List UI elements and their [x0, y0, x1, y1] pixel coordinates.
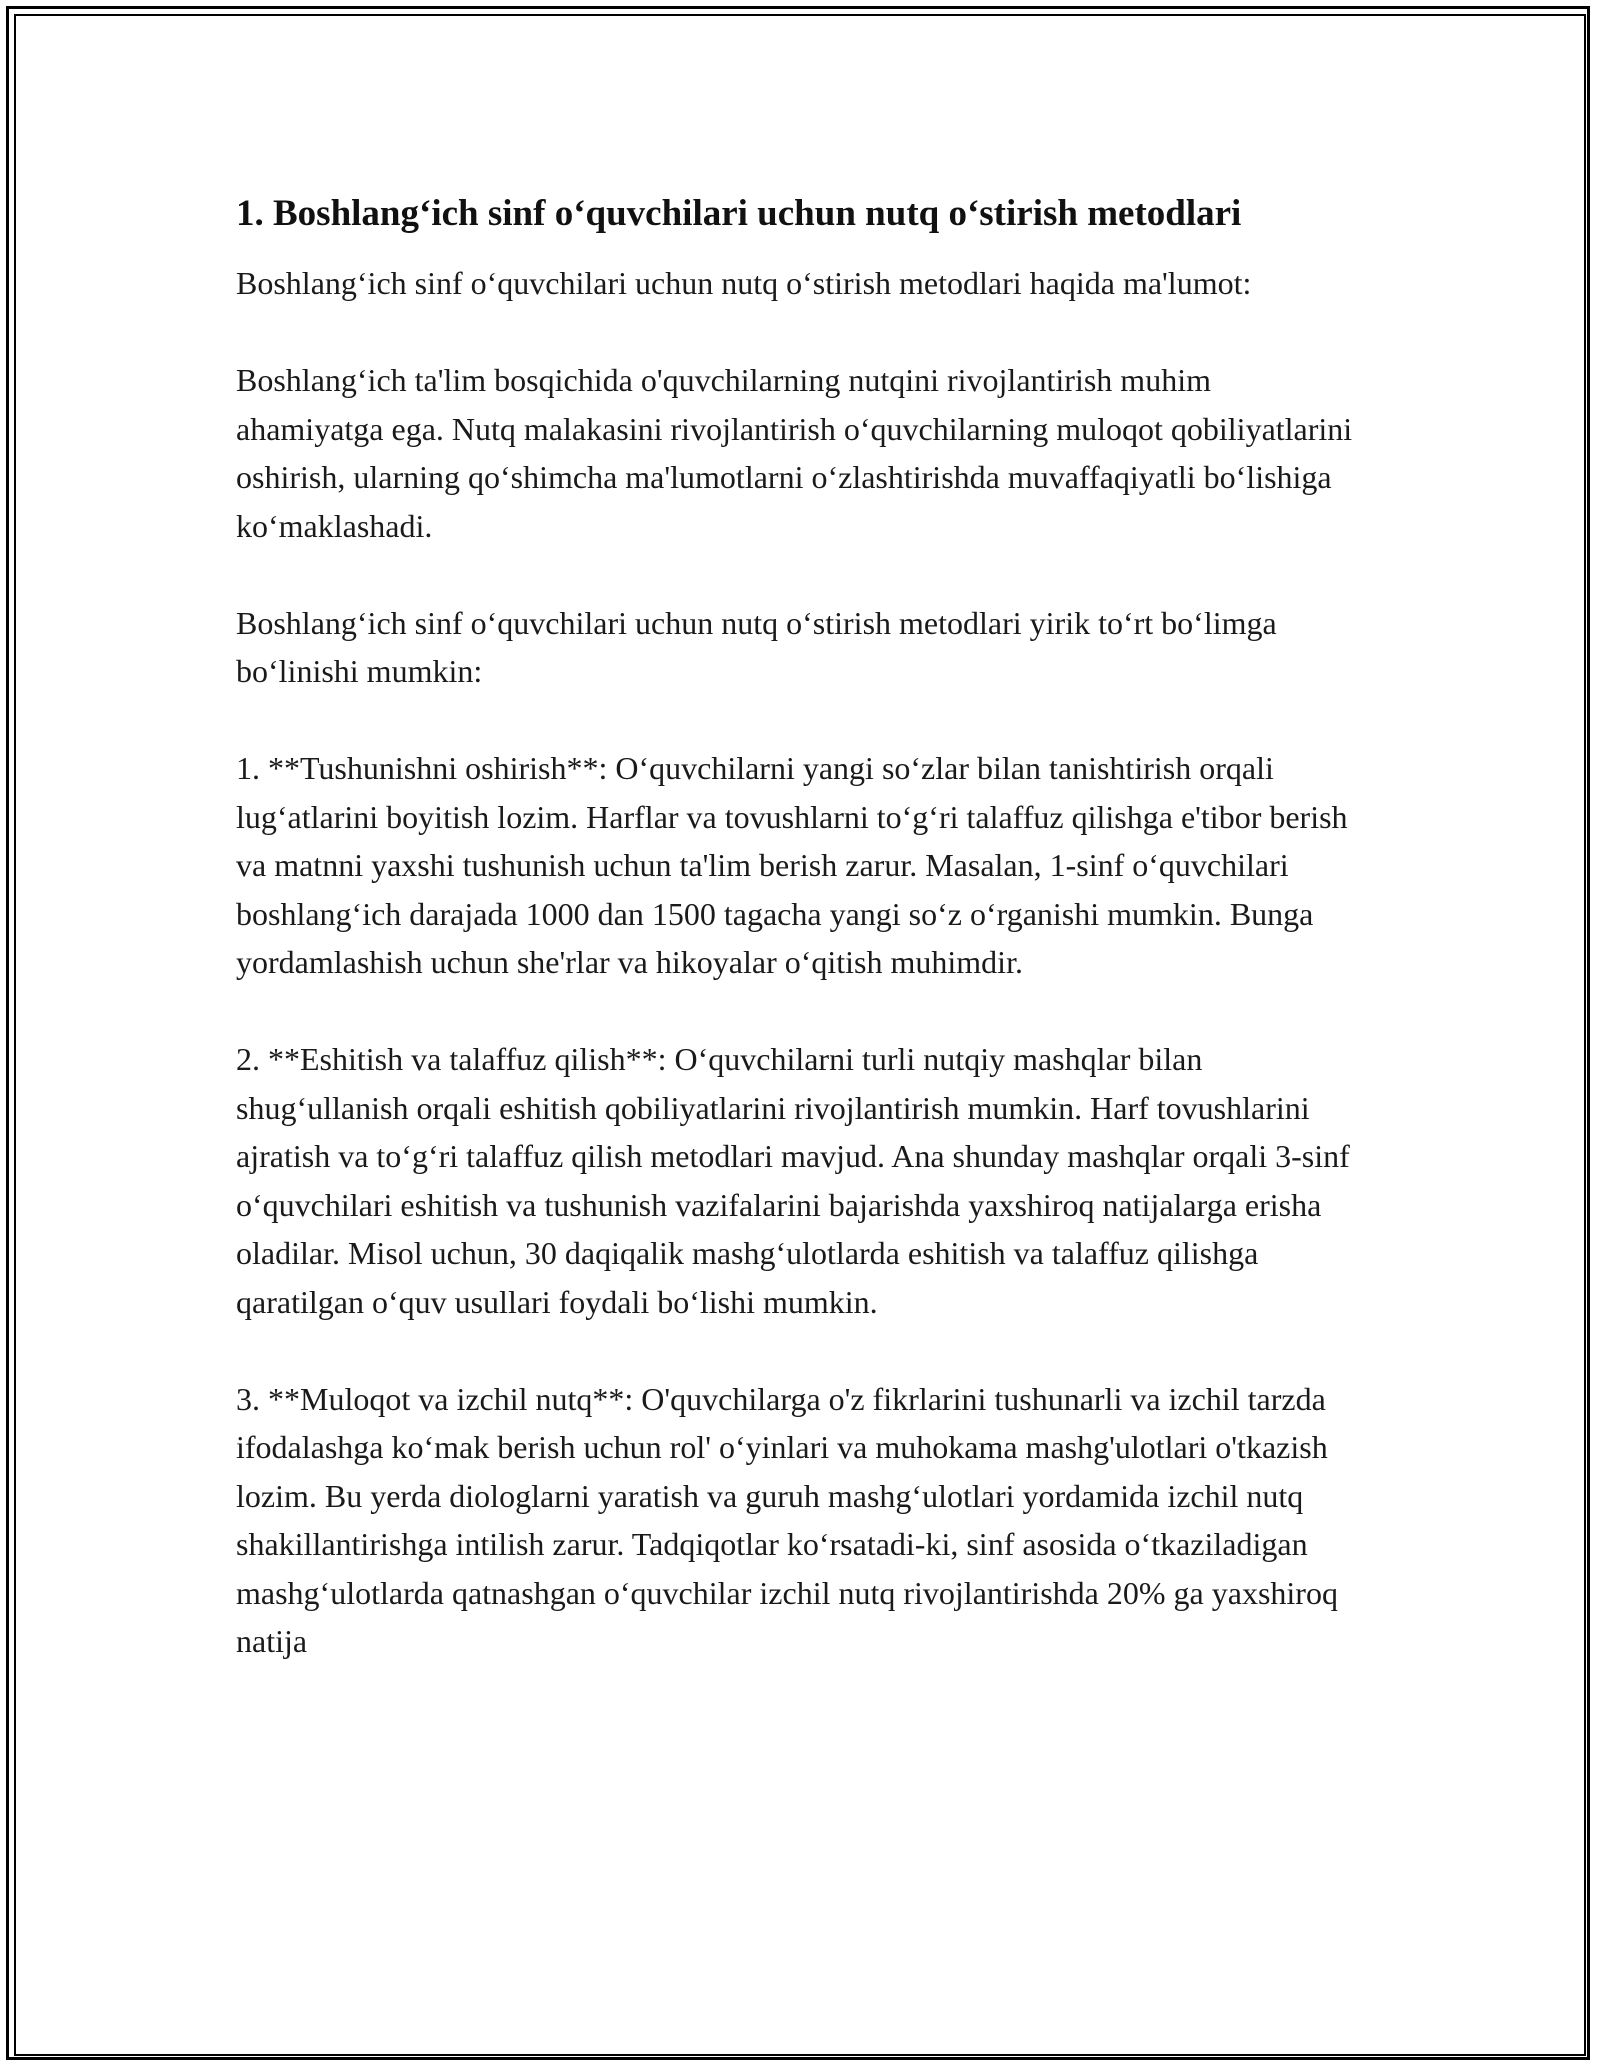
list-item-communication: 3. **Muloqot va izchil nutq**: O'quvchilarga o'z fikrlarini tushunarli va izchil tarzda ifodalashga ko‘mak berish uchun rol' o‘yinlari va muhokama mashg'ulotlari o'tkazish lozim. Bu yerda diologlarni yaratish va guruh mashg‘ulotlari yordamida izchil nutq shakillantirishga intilish zarur. Tadqiqotlar ko‘rsatadi-ki, sinf asosida o‘tkaziladigan mashg‘ulotlarda qatnashgan o‘quvchilar izchil nutq rivojlantirishda 20% ga yaxshiroq natija	[236, 1380, 1338, 1659]
section-heading: 1. Boshlang‘ich sinf o‘quvchilari uchun nutq o‘stirish metodlari	[236, 193, 1242, 234]
list-item-listening: 2. **Eshitish va talaffuz qilish**: O‘quvchilarni turli nutqiy mashqlar bilan shug‘ullanish orqali eshitish qobiliyatlarini rivojlantirish mumkin. Harf tovushlarini ajratish va to‘g‘ri talaffuz qilish metodlari mavjud. Ana shunday mashqlar orqali 3-sinf o‘quvchilari eshitish va tushunish vazifalarini bajarishda yaxshiroq natijalarga erisha oladilar. Misol uchun, 30 daqiqalik mashg‘ulotlarda eshitish va talaffuz qilishga qaratilgan o‘quv usullari foydali bo‘lishi mumkin.	[236, 1041, 1350, 1320]
list-item-understanding: 1. **Tushunishni oshirish**: O‘quvchilarni yangi so‘zlar bilan tanishtirish orqali lug‘atlarini boyitish lozim. Harflar va tovushlarni to‘g‘ri talaffuz qilishga e'tibor berish va matnni yaxshi tushunish uchun ta'lim berish zarur. Masalan, 1-sinf o‘quvchilari boshlang‘ich darajada 1000 dan 1500 tagacha yangi so‘z o‘rganishi mumkin. Bunga yordamlashish uchun she'rlar va hikoyalar o‘qitish muhimdir.	[236, 750, 1348, 980]
overview-paragraph: Boshlang‘ich sinf o‘quvchilari uchun nutq o‘stirish metodlari yirik to‘rt bo‘limga bo‘linishi mumkin:	[236, 604, 1277, 689]
document-body	[236, 186, 1366, 1666]
intro-paragraph: Boshlang‘ich sinf o‘quvchilari uchun nutq o‘stirish metodlari haqida ma'lumot:	[236, 265, 1252, 301]
context-paragraph: Boshlang‘ich ta'lim bosqichida o'quvchilarning nutqini rivojlantirish muhim ahamiyatga ega. Nutq malakasini rivojlantirish o‘quvchilarning muloqot qobiliyatlarini oshirish, ularning qo‘shimcha ma'lumotlarni o‘zlashtirishda muvaffaqiyatli bo‘lishiga ko‘maklashadi.	[236, 362, 1353, 544]
